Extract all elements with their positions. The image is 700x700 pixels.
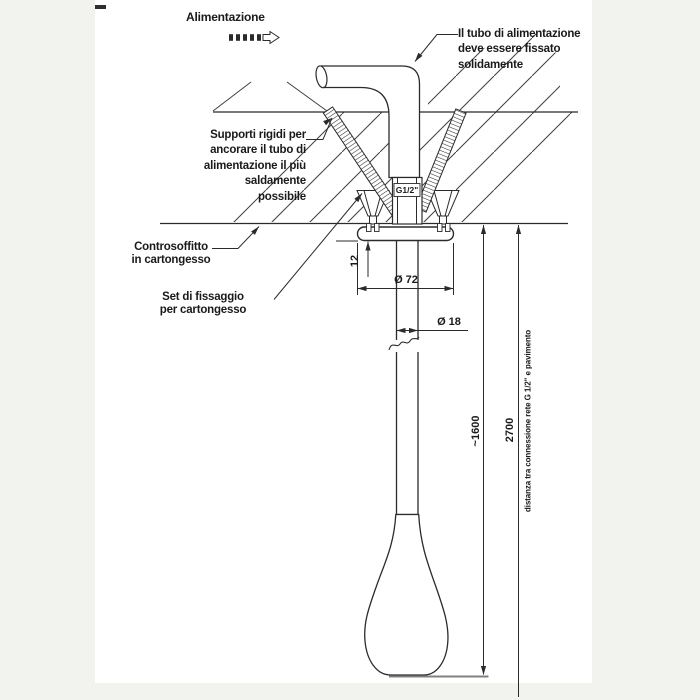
supports-note-line4: saldamente [244, 175, 306, 188]
fixing-set-line1: Set di fissaggio [162, 291, 244, 303]
false-ceiling-label [127, 241, 215, 268]
supply-note [458, 27, 580, 73]
head-to-ceiling-dim: ~1600 [470, 415, 482, 447]
false-ceiling-line1: Controsoffitto [134, 241, 208, 253]
supply-note-line1: Il tubo di alimentazione [458, 28, 581, 40]
supports-note [166, 128, 306, 205]
supports-note-line5: possibile [257, 190, 306, 203]
false-ceiling-leader [212, 227, 259, 249]
supply-note-line3: solidamente [458, 58, 523, 71]
supports-note-line3: alimentazione il più [203, 159, 306, 172]
supply-flow-arrow-icon [229, 32, 279, 44]
shower-head [365, 515, 448, 676]
pipe-diameter-dim: Ø 18 [437, 315, 461, 328]
supply-label: Alimentazione [186, 10, 265, 24]
fixing-set-line2: per cartongesso [159, 304, 247, 317]
thread-size-label: G1/2" [395, 185, 419, 195]
supports-note-line2: ancorare il tubo di [210, 144, 306, 157]
supports-note-line1: Supporti rigidi per [210, 129, 306, 141]
overall-height-dim: 2700 [504, 417, 516, 443]
overall-height-note: distanza tra connessione rete G 1/2" e pavimento [523, 329, 533, 513]
false-ceiling-line2: in cartongesso [131, 254, 211, 267]
plate-diameter-dim: Ø 72 [394, 274, 418, 286]
corner-mark [95, 5, 106, 9]
pipe-break-symbol [389, 337, 419, 350]
fixing-set-label [133, 291, 273, 318]
supply-note-leader [415, 35, 458, 62]
supply-note-line2: deve essere fissato [458, 43, 561, 56]
plate-thickness-dim: 12 [349, 254, 361, 268]
